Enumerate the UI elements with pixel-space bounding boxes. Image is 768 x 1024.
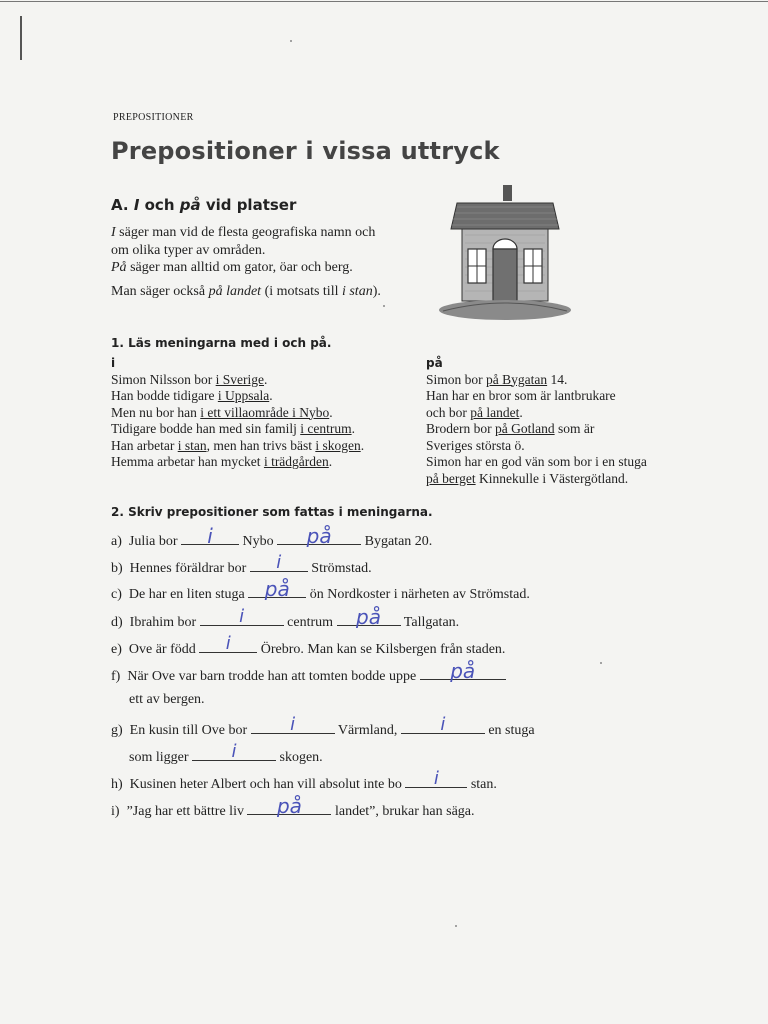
sentence: Tidigare bodde han med sin familj i centrum. xyxy=(111,421,355,436)
scan-speck xyxy=(290,40,292,42)
page-title: Prepositioner i vissa uttryck xyxy=(111,137,500,165)
handwritten-answer: i xyxy=(225,633,231,654)
handwritten-answer: i xyxy=(207,524,213,548)
sentence: Simon har en god vän som bor i en stuga xyxy=(426,454,647,469)
sentence: på berget Kinnekulle i Västergötland. xyxy=(426,470,629,486)
exercise-item-i: i) ”Jag har ett bättre liv på landet”, brukar han säga. xyxy=(111,794,475,819)
exercise-item-c: c) De har en liten stuga på ön Nordkoster i närheten av Strömstad. xyxy=(111,577,530,602)
handwritten-answer: i xyxy=(290,714,296,735)
sentence: Hemma arbetar han mycket i trädgården. xyxy=(111,454,333,469)
left-column-label: i xyxy=(111,356,116,370)
scan-speck xyxy=(455,925,457,927)
sentence: Sveriges största ö. xyxy=(426,437,525,453)
answer-blank[interactable] xyxy=(247,794,331,818)
handwritten-answer: på xyxy=(450,659,476,683)
intro-line: Man säger också på landet (i motsats till i stan). xyxy=(111,283,381,299)
answer-blank[interactable] xyxy=(248,577,306,601)
section-label: PREPOSITIONER xyxy=(113,112,194,123)
answer-blank[interactable] xyxy=(277,524,361,548)
exercise-item-f-continued: ett av bergen. xyxy=(129,692,205,707)
house-illustration xyxy=(435,183,575,323)
answer-blank[interactable] xyxy=(420,659,506,683)
handwritten-answer: på xyxy=(356,605,381,629)
scan-speck xyxy=(383,305,385,307)
handwritten-answer: i xyxy=(239,606,245,627)
sentence: Han bodde tidigare i Uppsala. xyxy=(111,388,273,403)
section-a-title: A. I och på vid platser xyxy=(111,196,297,214)
exercise-item-h: h) Kusinen heter Albert och han vill absolut inte bo i stan. xyxy=(111,768,497,792)
sentence: och bor på landet. xyxy=(426,404,523,420)
exercise-item-g-continued: som ligger i skogen. xyxy=(129,741,323,765)
exercise1-left-column xyxy=(111,355,364,471)
sentence: Simon bor på Bygatan 14. xyxy=(426,371,568,387)
exercise-item-g: g) En kusin till Ove bor i Värmland, i en stuga xyxy=(111,714,535,738)
answer-blank[interactable] xyxy=(192,741,276,762)
sentence: Han arbetar i stan, men han trivs bäst i skogen. xyxy=(111,437,365,453)
exercise1-heading: 1. Läs meningarna med i och på. xyxy=(111,336,332,350)
answer-blank[interactable] xyxy=(181,524,239,548)
answer-blank[interactable] xyxy=(337,605,401,629)
exercise2-heading: 2. Skriv prepositioner som fattas i meningarna. xyxy=(111,505,433,519)
scan-speck xyxy=(600,662,602,664)
answer-blank[interactable] xyxy=(251,714,335,735)
sentence: Brodern bor på Gotland som är xyxy=(426,421,595,436)
answer-blank[interactable] xyxy=(250,552,308,573)
sentence: Men nu bor han i ett villaområde i Nybo. xyxy=(111,404,333,420)
handwritten-answer: i xyxy=(433,768,439,789)
answer-blank[interactable] xyxy=(199,633,257,654)
exercise-item-e: e) Ove är född i Örebro. Man kan se Kilsbergen från staden. xyxy=(111,633,506,657)
answer-blank[interactable] xyxy=(200,606,284,627)
intro-line: På säger man alltid om gator, öar och berg. xyxy=(111,260,353,275)
handwritten-answer: på xyxy=(264,577,290,601)
sentence: Simon Nilsson bor i Sverige. xyxy=(111,371,268,387)
sentence: Han har en bror som är lantbrukare xyxy=(426,388,616,403)
intro-text xyxy=(111,224,431,300)
answer-blank[interactable] xyxy=(405,768,467,789)
intro-line: om olika typer av områden. xyxy=(111,242,266,258)
answer-blank[interactable] xyxy=(401,714,485,735)
handwritten-answer: i xyxy=(440,714,446,735)
handwritten-answer: i xyxy=(276,552,282,573)
handwritten-answer: på xyxy=(306,524,332,548)
handwritten-answer: på xyxy=(276,794,302,818)
right-column-label: på xyxy=(426,356,443,370)
exercise-item-d: d) Ibrahim bor i centrum på Tallgatan. xyxy=(111,605,460,630)
binder-mark xyxy=(20,16,22,60)
top-border-line xyxy=(0,1,768,2)
exercise-item-b: b) Hennes föräldrar bor i Strömstad. xyxy=(111,552,372,576)
exercise-item-f: f) När Ove var barn trodde han att tomten bodde uppe på xyxy=(111,665,506,685)
exercise1-right-column xyxy=(426,355,647,487)
intro-line: I säger man vid de flesta geografiska namn och xyxy=(111,225,376,240)
handwritten-answer: i xyxy=(231,741,237,762)
exercise-item-a: a) Julia bor i Nybo på Bygatan 20. xyxy=(111,524,433,549)
